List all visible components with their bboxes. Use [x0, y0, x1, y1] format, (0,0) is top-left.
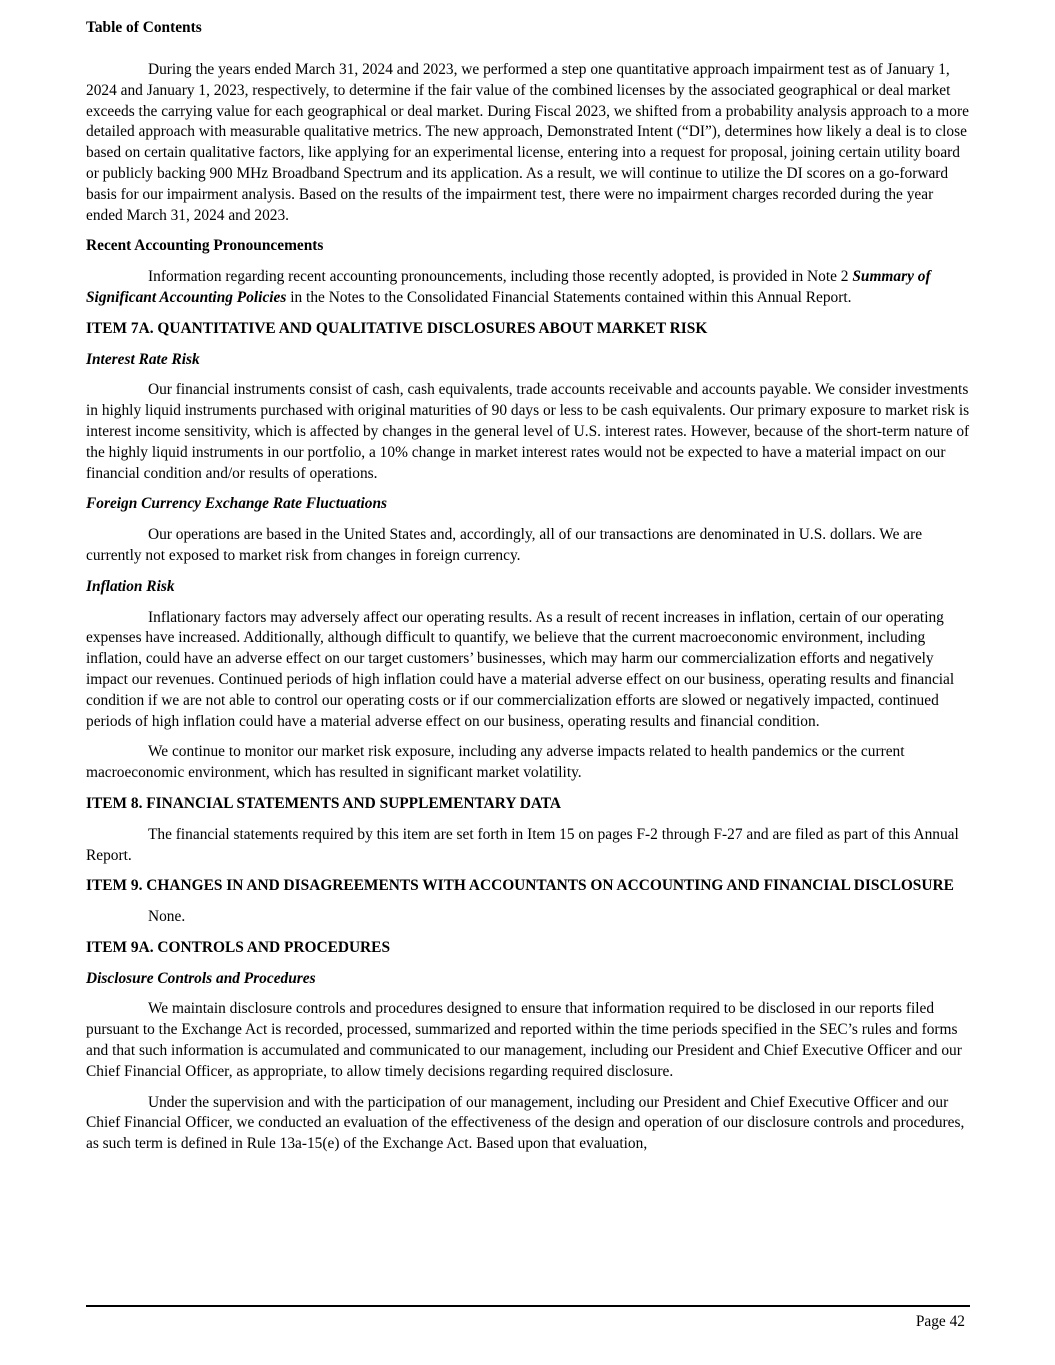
recent-accounting-text-after: in the Notes to the Consolidated Financial Statements contained within this Annual Report. — [286, 288, 852, 306]
interest-rate-risk-subheading: Interest Rate Risk — [86, 350, 200, 368]
recent-accounting-heading: Recent Accounting Pronouncements — [86, 237, 324, 255]
document-page — [86, 18, 970, 1165]
table-of-contents-link[interactable]: Table of Contents — [86, 19, 202, 36]
disclosure-controls-subheading: Disclosure Controls and Procedures — [86, 969, 316, 987]
item-7a-heading: ITEM 7A. QUANTITATIVE AND QUALITATIVE DISCLOSURES ABOUT MARKET RISK — [86, 319, 708, 337]
foreign-currency-subheading: Foreign Currency Exchange Rate Fluctuations — [86, 495, 388, 513]
foreign-currency-paragraph: Our operations are based in the United States and, accordingly, all of our transactions are denominated in U.S. dollars. We are currently not exposed to market risk from changes in foreign currency. — [86, 526, 923, 564]
market-risk-monitoring-paragraph: We continue to monitor our market risk exposure, including any adverse impacts related to health pandemics or the current macroeconomic environment, which has resulted in significant market volatility. — [86, 743, 905, 782]
item-9a-heading: ITEM 9A. CONTROLS AND PROCEDURES — [86, 938, 391, 956]
impairment-paragraph: During the years ended March 31, 2024 and 2023, we performed a step one quantitative approach impairment test as of January 1, 2024 and January 1, 2023, respectively, to determine if the fair value of the combined licenses by the associated geographical or deal market exceeds the carrying value for each geographical or deal market. During Fiscal 2023, we shifted from a probability analysis approach to a more detailed approach with measurable qualitative metrics. The new approach, Demonstrated Intent (“DI”), determines how likely a deal is to close based on certain qualitative factors, like applying for an experimental license, entering into a request for proposal, joining certain utility board or publicly backing 900 MHz Broadband Spectrum and its application. As a result, we will continue to utilize the DI scores on a go-forward basis for our impairment analysis. Based on the results of the impairment test, there were no impairment charges recorded during the year ended March 31, 2024 and 2023. — [86, 61, 969, 224]
interest-rate-risk-paragraph: Our financial instruments consist of cash, cash equivalents, trade accounts receivable and accounts payable. We consider investments in highly liquid instruments purchased with original maturities of 90 days or less to be cash equivalents. Our primary exposure to market risk is interest income sensitivity, which is affected by changes in the general level of U.S. interest rates. However, because of the short-term nature of the highly liquid instruments in our portfolio, a 10% change in market interest rates would not be expected to have a material impact on our financial condition and/or results of operations. — [86, 381, 970, 482]
footer-divider — [86, 1305, 970, 1307]
item-9-heading: ITEM 9. CHANGES IN AND DISAGREEMENTS WITH ACCOUNTANTS ON ACCOUNTING AND FINANCIAL DISCLOSURE — [86, 877, 954, 895]
inflation-risk-subheading: Inflation Risk — [86, 577, 175, 595]
item-8-paragraph: The financial statements required by this item are set forth in Item 15 on pages F-2 through F-27 and are filed as part of this Annual Report. — [86, 825, 959, 864]
item-8-heading: ITEM 8. FINANCIAL STATEMENTS AND SUPPLEMENTARY DATA — [86, 794, 562, 812]
recent-accounting-text-before: Information regarding recent accounting pronouncements, including those recently adopted, is provided in Note 2 — [148, 268, 853, 286]
recent-accounting-paragraph — [86, 267, 970, 309]
disclosure-controls-paragraph-2: Under the supervision and with the participation of our management, including our President and Chief Executive Officer and our Chief Financial Officer, we conducted an evaluation of the effectiveness of the design and operation of our disclosure controls and procedures, as such term is defined in Rule 13a-15(e) of the Exchange Act. Based upon that evaluation, — [86, 1093, 965, 1153]
inflation-risk-paragraph: Inflationary factors may adversely affect our operating results. As a result of recent increases in inflation, certain of our operating expenses have increased. Additionally, although difficult to quantify, we believe that the current macroeconomic environment, including inflation, could have an adverse effect on our target customers’ businesses, which may harm our commercialization efforts and negatively impact our revenues. Continued periods of high inflation could have a material adverse effect on our business, operating results and financial condition if we are not able to control our operating costs or if our commercialization efforts are slowed or negatively impacted, continued periods of high inflation could have a material adverse effect on our business, operating results and financial condition. — [86, 608, 955, 730]
disclosure-controls-paragraph-1: We maintain disclosure controls and procedures designed to ensure that information required to be disclosed in our reports filed pursuant to the Exchange Act is recorded, processed, summarized and reported within the time periods specified in the SEC’s rules and forms and that such information is accumulated and communicated to our management, including our President and Chief Executive Officer and our Chief Financial Officer, as appropriate, to allow timely decisions regarding required disclosure. — [86, 1000, 962, 1080]
item-9-paragraph: None. — [148, 908, 186, 926]
accounting-policies-reference: Summary of Significant Accounting Policies — [86, 268, 931, 306]
page-number: Page 42 — [915, 1313, 965, 1330]
